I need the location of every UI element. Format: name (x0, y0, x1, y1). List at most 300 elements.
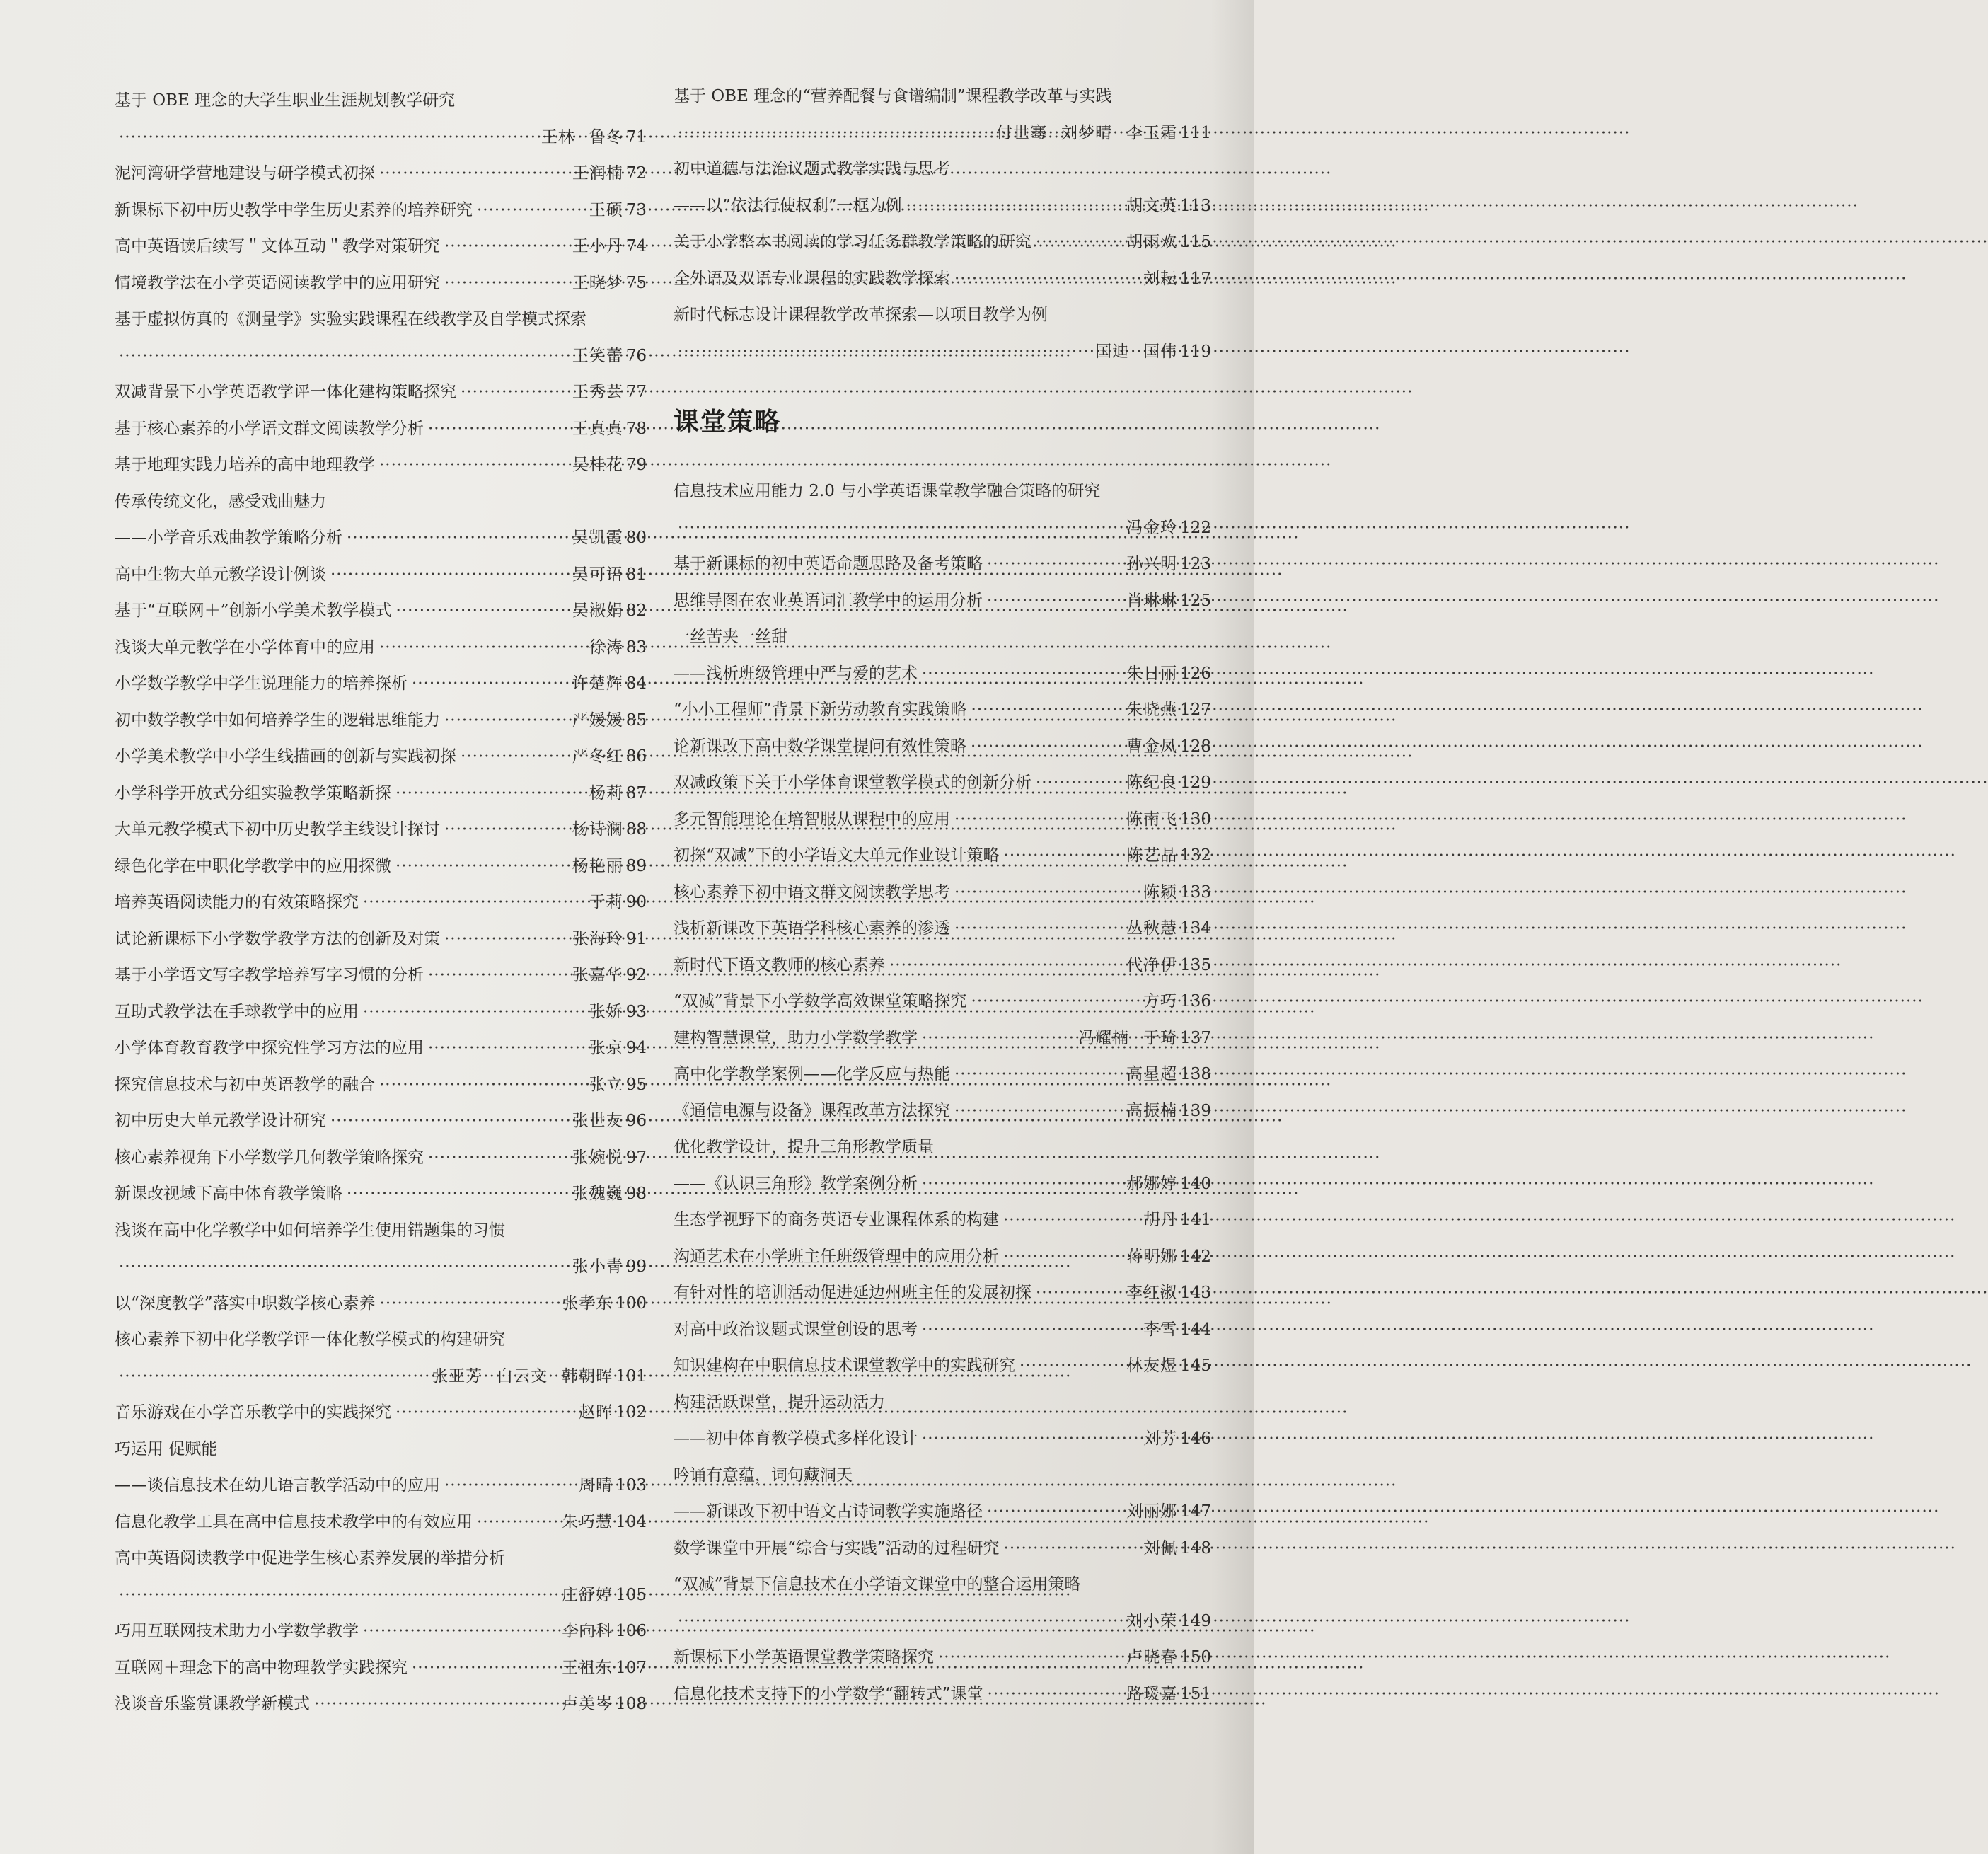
entry-authors (572, 560, 623, 589)
entry-title: 初中历史大单元教学设计研究 (115, 1112, 326, 1130)
toc-entry (115, 1071, 647, 1099)
page-number: 97 (625, 1148, 647, 1167)
toc-entry (115, 1435, 647, 1463)
author-name: 代净伊 (1126, 955, 1178, 974)
leader-dots (971, 696, 1123, 724)
page-number: 132 (1180, 846, 1211, 865)
toc-entry (674, 228, 1211, 256)
page-number: 125 (1180, 591, 1211, 610)
leader-dots (444, 925, 568, 953)
leader-dots (1003, 1243, 1122, 1271)
author-name: 孙兴明 (1126, 555, 1178, 573)
author-name: 刘梦晴 (1061, 123, 1113, 142)
author-name: 王真真 (572, 419, 623, 438)
author-name: 陈南飞 (1126, 810, 1178, 829)
page-number: 111 (1180, 123, 1211, 142)
author-name: 杨诗澜 (572, 820, 623, 839)
entry-authors (541, 123, 623, 151)
toc-entry (115, 706, 647, 735)
page-number: 76 (625, 346, 647, 365)
entry-authors (572, 815, 623, 843)
page-number: 72 (625, 164, 647, 183)
entry-authors (1126, 1352, 1177, 1380)
page-number: 141 (1180, 1211, 1211, 1229)
leader-dots (380, 1289, 558, 1318)
entry-authors (589, 888, 623, 916)
author-name: 卢美岑 (562, 1695, 613, 1713)
author-name: 肖琳琳 (1126, 591, 1178, 610)
leader-dots (412, 1654, 557, 1682)
toc-entry (115, 1253, 647, 1281)
toc-entry (115, 269, 647, 297)
toc-entry (115, 378, 647, 406)
toc-entry (115, 524, 647, 552)
entry-title: 基于核心素养的小学语文群文阅读教学分析 (115, 419, 424, 438)
toc-entry (115, 815, 647, 843)
entry-title: 浅析新课改下英语学科核心素养的渗透 (674, 919, 950, 938)
entry-title: 小学数学教学中学生说理能力的培养探析 (115, 674, 408, 693)
leader-dots (954, 805, 1122, 834)
entry-title: 初中道德与法治议题式教学实践与思考 (674, 160, 950, 178)
author-name: 韩朝晖 (562, 1366, 613, 1386)
page-number: 139 (1180, 1101, 1211, 1120)
toc-entry (115, 961, 647, 989)
entry-title: 知识建构在中职信息技术课堂教学中的实践研究 (674, 1357, 1015, 1375)
entry-title: 生态学视野下的商务英语专业课程体系的构建 (674, 1211, 999, 1229)
leader-dots (1004, 841, 1123, 870)
toc-entry (115, 998, 647, 1026)
toc-entry (115, 232, 647, 260)
toc-entry (674, 1133, 1211, 1161)
author-name: 胡文英 (1126, 196, 1178, 215)
author-name: 王晓梦 (572, 273, 623, 292)
author-name: 张京 (589, 1039, 623, 1057)
toc-entry (674, 623, 1211, 651)
entry-title: 新课标下小学英语课堂教学策略探究 (674, 1648, 934, 1666)
leader-dots (678, 119, 992, 147)
toc-entry (674, 914, 1211, 943)
toc-entry (115, 1544, 647, 1572)
entry-title: 全外语及双语专业课程的实践教学探索 (674, 269, 950, 288)
entry-title: 互联网＋理念下的高中物理教学实践探究 (115, 1658, 408, 1677)
page-number: 92 (625, 966, 647, 984)
entry-authors (562, 1289, 613, 1318)
toc-entry (115, 488, 647, 516)
author-name: 路瑗嘉 (1126, 1684, 1178, 1703)
entry-title: 《通信电源与设备》课程改革方法探究 (674, 1101, 950, 1120)
leader-dots (428, 1034, 585, 1062)
entry-authors (1126, 587, 1177, 615)
page-number: 115 (1180, 233, 1211, 251)
entry-title: 传承传统文化，感受戏曲魅力 (115, 492, 326, 511)
entry-authors (1126, 1680, 1177, 1708)
entry-authors (1126, 732, 1177, 761)
entry-authors (1078, 1024, 1177, 1052)
entry-title: 基于虚拟仿真的《测量学》实验实践课程在线教学及自学模式探索 (115, 310, 586, 328)
toc-entry (115, 1362, 647, 1390)
author-name: 于琦 (1143, 1028, 1178, 1047)
toc-entry (115, 1180, 647, 1208)
entry-title: 浅谈音乐鉴赏课教学新模式 (115, 1695, 310, 1713)
toc-entry (115, 123, 647, 151)
page-number: 82 (625, 601, 647, 620)
entry-title: 双减政策下关于小学体育课堂教学模式的创新分析 (674, 773, 1031, 792)
entry-authors (589, 1071, 623, 1099)
author-name: 李向科 (562, 1622, 613, 1640)
author-name: 张婉悦 (572, 1148, 623, 1167)
leader-dots (461, 378, 568, 406)
entry-title: 初中数学教学中如何培养学生的逻辑思维能力 (115, 710, 440, 730)
leader-dots (954, 1060, 1122, 1088)
page-number: 146 (1180, 1429, 1211, 1448)
author-name: 李雪 (1143, 1320, 1178, 1339)
page-number: 117 (1180, 269, 1211, 288)
toc-entry (115, 342, 647, 370)
leader-dots (922, 1424, 1139, 1453)
leader-dots (428, 415, 568, 443)
page-number: 113 (1180, 196, 1211, 215)
leader-dots (395, 852, 568, 880)
leader-dots (412, 669, 568, 698)
leader-dots (330, 1107, 568, 1135)
leader-dots (428, 1144, 568, 1172)
toc-entry (115, 1690, 647, 1718)
toc-entry (115, 1325, 647, 1354)
entry-authors (1126, 228, 1177, 256)
page-number: 101 (616, 1366, 647, 1386)
entry-authors (562, 1654, 613, 1682)
page-number: 136 (1180, 992, 1211, 1011)
author-name: 高星超 (1126, 1065, 1178, 1083)
entry-authors (572, 597, 623, 625)
leader-dots (444, 706, 568, 735)
entry-authors (1143, 987, 1177, 1015)
entry-authors (1126, 696, 1177, 724)
entry-title: 浅谈大单元教学在小学体育中的应用 (115, 638, 375, 657)
page-number: 147 (1180, 1502, 1211, 1521)
entry-title: 沟通艺术在小学班主任班级管理中的应用分析 (674, 1247, 999, 1266)
entry-title: ——以”依法行使权利”一框为例 (674, 196, 902, 215)
entry-title: 高中英语读后续写＂文体互动＂教学对策研究 (115, 237, 440, 255)
toc-entry (674, 1643, 1211, 1671)
page-number: 138 (1180, 1065, 1211, 1083)
leader-dots (363, 1617, 557, 1645)
toc-entry (674, 732, 1211, 761)
leader-dots (444, 1471, 574, 1499)
toc-entry (674, 1570, 1211, 1599)
author-name: 冯金玲 (1126, 518, 1178, 537)
author-name: 林友煜 (1126, 1357, 1178, 1375)
toc-entry (115, 852, 647, 880)
entry-authors (572, 669, 623, 698)
entry-title: 核心素养下初中语文群文阅读教学思考 (674, 882, 950, 902)
page-number: 71 (625, 127, 647, 146)
toc-entry (674, 1680, 1211, 1708)
page-number: 91 (625, 929, 647, 948)
leader-dots (428, 961, 568, 989)
leader-dots (119, 1362, 427, 1390)
entry-title: 情境教学法在小学英语阅读教学中的应用研究 (115, 273, 440, 292)
entry-authors (1143, 1534, 1177, 1562)
entry-title: 小学美术教学中小学生线描画的创新与实践初探 (115, 747, 456, 766)
entry-authors (572, 1253, 623, 1281)
leader-dots (444, 269, 568, 297)
page-number: 151 (1180, 1684, 1211, 1703)
entry-authors (589, 779, 623, 807)
toc-entry (674, 1461, 1211, 1490)
author-name: 国伟 (1143, 342, 1178, 361)
page-number: 127 (1180, 701, 1211, 719)
entry-title: 探究信息技术与初中英语教学的融合 (115, 1075, 375, 1094)
leader-dots (678, 338, 1091, 366)
author-name: 张孝东 (562, 1294, 613, 1313)
author-name: 胡丹 (1143, 1211, 1178, 1229)
author-name: 王小丹 (572, 237, 623, 255)
leader-dots (444, 232, 568, 260)
author-name: 张海玲 (572, 929, 623, 948)
page-number: 87 (625, 783, 647, 802)
entry-authors (572, 1180, 623, 1208)
leader-dots (119, 1581, 557, 1609)
entry-title: 大单元教学模式下初中历史教学主线设计探讨 (115, 820, 440, 839)
page-number: 105 (616, 1585, 647, 1604)
entry-authors (1143, 265, 1177, 293)
author-name: 朱日丽 (1126, 664, 1178, 683)
author-name: 朱巧慧 (562, 1512, 613, 1531)
entry-authors (1143, 1315, 1177, 1344)
toc-entry (674, 1243, 1211, 1271)
entry-title: ——初中体育教学模式多样化设计 (674, 1429, 918, 1448)
leader-dots (119, 123, 537, 151)
page-number: 140 (1180, 1174, 1211, 1193)
leader-dots (988, 1680, 1123, 1708)
author-name: 王笑蕾 (572, 346, 623, 365)
page-number: 145 (1180, 1357, 1211, 1375)
page-number: 148 (1180, 1538, 1211, 1558)
entry-authors (589, 196, 623, 224)
entry-authors (1126, 1060, 1177, 1088)
entry-authors (1126, 1279, 1177, 1307)
entry-authors (589, 633, 623, 662)
author-name: 王秀芸 (572, 383, 623, 401)
entry-authors (1126, 841, 1177, 870)
page-number: 149 (1180, 1611, 1211, 1630)
toc-entry (115, 1508, 647, 1536)
author-name: 庄舒婷 (562, 1585, 613, 1604)
toc-entry (674, 119, 1211, 147)
entry-authors (572, 925, 623, 953)
author-name: 张娇 (589, 1002, 623, 1021)
entry-title: 基于 OBE 理念的大学生职业生涯规划教学研究 (115, 91, 456, 110)
leader-dots (1004, 1534, 1140, 1562)
toc-entry (115, 196, 647, 224)
author-name: 付世骞 (996, 123, 1048, 142)
entry-title: 双减背景下小学英语教学评一体化建构策略探究 (115, 383, 456, 401)
entry-title: 新课改视域下高中体育教学策略 (115, 1185, 342, 1203)
entry-title: 新课标下初中历史教学中学生历史素养的培养研究 (115, 200, 473, 219)
author-name: 陈纪良 (1126, 773, 1178, 792)
toc-entry (115, 1617, 647, 1645)
entry-title: 音乐游戏在小学音乐教学中的实践探究 (115, 1403, 391, 1422)
entry-authors (1143, 1424, 1177, 1453)
author-name: 方巧 (1143, 992, 1178, 1011)
author-name: 吴可语 (572, 565, 623, 584)
leader-dots (119, 1253, 568, 1281)
toc-entry (115, 1471, 647, 1499)
entry-title: 建构智慧课堂，助力小学数学教学 (674, 1028, 918, 1047)
leader-dots (347, 524, 568, 552)
entry-title: 对高中政治议题式课堂创设的思考 (674, 1320, 918, 1339)
author-name: 李玉霜 (1126, 123, 1178, 142)
entry-title: 数学课堂中开展“综合与实践”活动的过程研究 (674, 1538, 1000, 1558)
page-number: 129 (1180, 773, 1211, 792)
author-name: 曹金凤 (1126, 737, 1178, 756)
leader-dots (477, 1508, 557, 1536)
toc-entry (674, 301, 1211, 329)
author-name: 徐涛 (589, 638, 623, 657)
entry-title: ——谈信息技术在幼儿语言教学活动中的应用 (115, 1476, 440, 1495)
entry-authors (1126, 951, 1177, 979)
entry-title: 初探“双减”下的小学语文大单元作业设计策略 (674, 846, 1000, 865)
author-name: 张魏巍 (572, 1185, 623, 1203)
toc-entry (115, 415, 647, 443)
page-number: 80 (625, 529, 647, 547)
entry-title: 信息化技术支持下的小学数学“翻转式”课堂 (674, 1684, 983, 1703)
toc-entry (674, 265, 1211, 293)
author-name: 王祖东 (562, 1658, 613, 1677)
toc-entry (674, 1424, 1211, 1453)
entry-authors (572, 524, 623, 552)
entry-authors (572, 378, 623, 406)
author-name: 李红淑 (1126, 1284, 1178, 1302)
entry-authors (1143, 1206, 1177, 1234)
toc-entry (674, 1060, 1211, 1088)
toc-entry (115, 1581, 647, 1609)
entry-title: 构建活跃课堂，提升运动活力 (674, 1393, 885, 1412)
author-name: 高振楠 (1126, 1101, 1178, 1120)
toc-entry (674, 1534, 1211, 1562)
author-name: 冯耀楠 (1078, 1028, 1130, 1047)
author-name: 王润楠 (572, 164, 623, 183)
entry-authors (1126, 660, 1177, 688)
entry-title: 高中生物大单元教学设计例谈 (115, 565, 326, 584)
leader-dots (987, 1497, 1122, 1526)
author-name: 张嘉华 (572, 966, 623, 984)
entry-title: 小学科学开放式分组实验教学策略新探 (115, 783, 391, 802)
entry-title: 泥河湾研学营地建设与研学模式初探 (115, 164, 375, 183)
author-name: 卢晓春 (1126, 1648, 1178, 1666)
page-number: 123 (1180, 555, 1211, 573)
toc-entry (674, 338, 1211, 366)
author-name: 张世友 (572, 1112, 623, 1130)
page-number: 142 (1180, 1247, 1211, 1266)
page-number: 93 (625, 1002, 647, 1021)
toc-entry (674, 1607, 1211, 1635)
page-number: 99 (625, 1257, 647, 1276)
leader-dots (379, 159, 568, 188)
leader-dots (987, 550, 1122, 578)
toc-entry (115, 1144, 647, 1172)
leader-dots (396, 597, 568, 625)
leader-dots (363, 888, 585, 916)
toc-entry (674, 1497, 1211, 1526)
toc-entry (674, 660, 1211, 688)
entry-authors (572, 852, 623, 880)
leader-dots (922, 660, 1122, 688)
toc-entry (674, 987, 1211, 1015)
leader-dots (395, 1398, 574, 1427)
entry-authors (1126, 192, 1177, 220)
leader-dots (347, 1180, 568, 1208)
author-name: 吴凯霞 (572, 529, 623, 547)
toc-entry (674, 587, 1211, 615)
toc-entry (115, 159, 647, 188)
page-number: 100 (616, 1294, 647, 1313)
entry-title: 小学体育教育教学中探究性学习方法的应用 (115, 1039, 424, 1057)
entry-authors (572, 706, 623, 735)
author-name: 王林 (541, 127, 575, 146)
author-name: 赵晖 (579, 1403, 613, 1422)
page-number: 98 (625, 1185, 647, 1203)
entry-authors (572, 159, 623, 188)
page-number: 85 (625, 710, 647, 730)
toc-entry (674, 805, 1211, 834)
toc-entry (115, 888, 647, 916)
leader-dots (987, 587, 1122, 615)
entry-title: 互助式教学法在手球教学中的应用 (115, 1002, 359, 1021)
toc-entry (115, 925, 647, 953)
entry-authors (1126, 514, 1177, 542)
toc-entry (674, 1206, 1211, 1234)
page-number: 73 (625, 200, 647, 219)
toc-entry (115, 742, 647, 771)
leader-dots (461, 742, 568, 771)
entry-title: 以“深度教学”落实中职数学核心素养 (115, 1294, 376, 1313)
entry-title: 吟诵有意蕴，词句藏洞天 (674, 1466, 853, 1485)
toc-entry (674, 550, 1211, 578)
entry-authors (562, 1690, 613, 1718)
toc-entry (674, 514, 1211, 542)
entry-title: 巧用互联网技术助力小学数学教学 (115, 1622, 359, 1640)
leader-dots (971, 732, 1122, 761)
entry-authors (572, 1144, 623, 1172)
leader-dots (971, 987, 1140, 1015)
author-name: 张亚芳 (432, 1366, 483, 1386)
leader-dots (477, 196, 585, 224)
toc-entry (115, 1654, 647, 1682)
toc-entry (674, 1279, 1211, 1307)
entry-title: 绿色化学在中职化学教学中的应用探微 (115, 856, 391, 875)
entry-title: 基于 OBE 理念的“营养配餐与食谱编制”课程教学改革与实践 (674, 87, 1112, 105)
author-name: 许楚辉 (572, 674, 623, 693)
page-number: 89 (625, 856, 647, 875)
page-number: 144 (1180, 1320, 1211, 1339)
leader-dots (889, 951, 1122, 979)
leader-dots (314, 1690, 557, 1718)
toc-entry (674, 192, 1211, 220)
toc-entry (674, 82, 1211, 110)
page-number: 137 (1180, 1028, 1211, 1047)
page-number: 83 (625, 638, 647, 657)
entry-authors (996, 119, 1177, 147)
author-name: 朱晓燕 (1126, 701, 1178, 719)
toc-entry (115, 1289, 647, 1318)
page-number: 102 (616, 1403, 647, 1422)
entry-title: 巧运用 促赋能 (115, 1439, 218, 1458)
entry-title: 新时代标志设计课程教学改革探索—以项目教学为例 (674, 306, 1048, 324)
entry-title: 核心素养下初中化学教学评一体化教学模式的构建研究 (115, 1330, 505, 1349)
entry-authors (572, 232, 623, 260)
